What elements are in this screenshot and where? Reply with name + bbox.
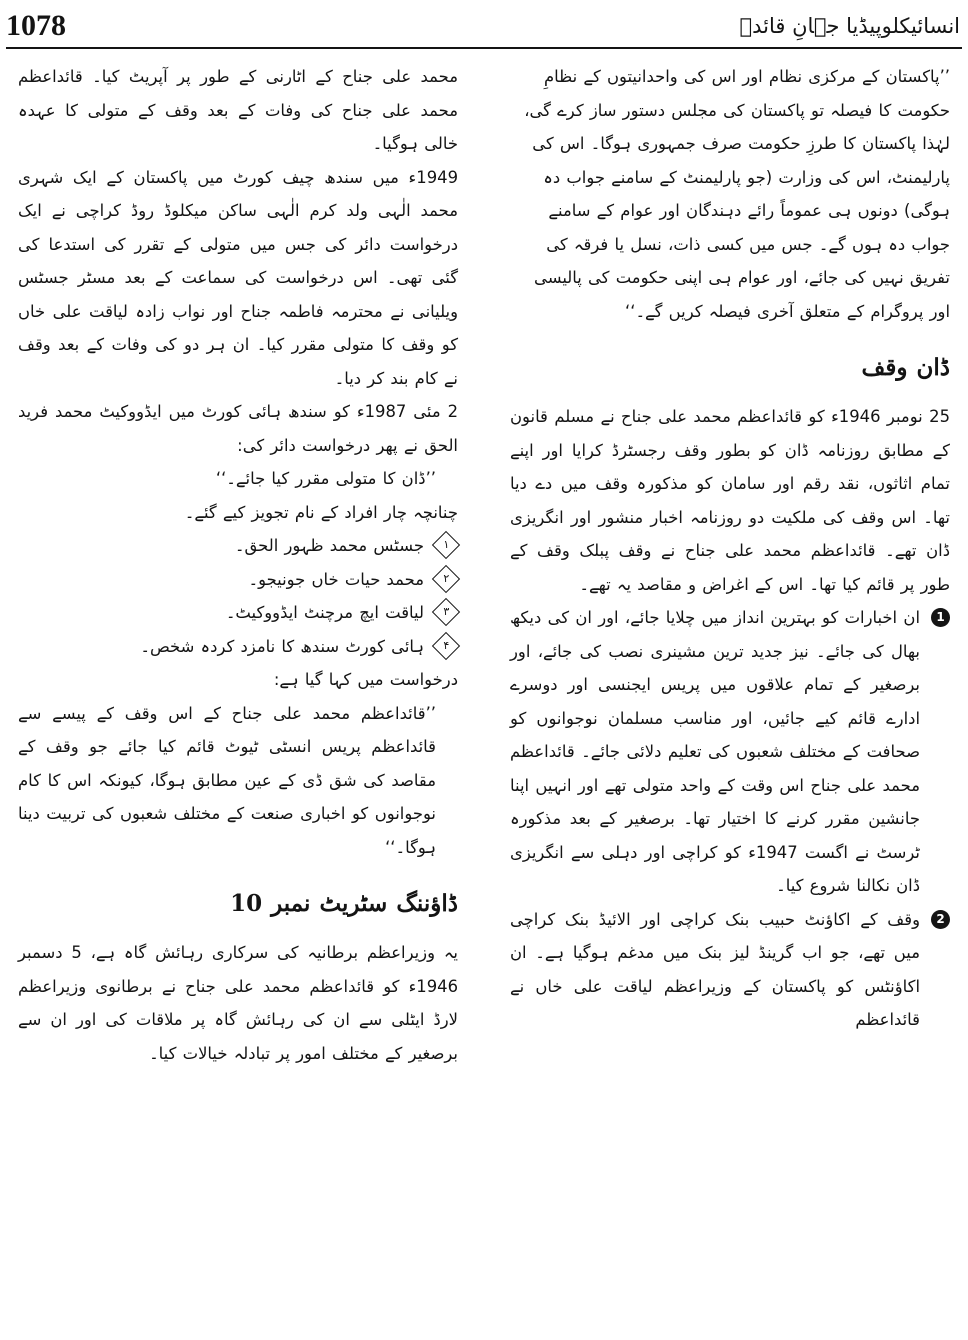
waqf-point-text: وقف کے اکاؤنٹ حبیب بنک کراچی اور الائیڈ بنک کراچی میں تھے، جو اب گرینڈ لیز بنک میں مدغم ہوگیا ہے۔ ان اکاؤنٹس کو پاکستان کے وزیراعظم لیاقت علی خاں نے قائداعظم: [510, 909, 920, 1029]
downing-street-paragraph: یہ وزیراعظم برطانیہ کی سرکاری رہائش گاہ ہے، 5 دسمبر 1946ء کو قائداعظم محمد علی جناح نے برطانوی وزیراعظم لارڈ ایٹلی سے ان کی رہائش گاہ پر ملاقات کی اور ان سے برصغیر کے مختلف امور پر تبادلہ خیالات کیا۔: [18, 943, 458, 1063]
nominee-text: لیاقت ایچ مرچنٹ ایڈووکیٹ۔: [225, 603, 424, 622]
nominee-text: ہائی کورٹ سندھ کا نامزد کردہ شخص۔: [140, 636, 424, 656]
nominee-item: [18, 563, 458, 597]
press-institute-quote: ’’قائداعظم محمد علی جناح کے اس وقف کے پیسے سے قائداعظم پریس انسٹی ٹیوٹ قائم کیا جائے جو وقف کے مقاصد کی شق ڈی کے عین مطابق ہوگا، کیونکہ اس کا کام نوجوانوں کو اخباری صنعت کے مختلف شعبوں کی تربیت دینا ہوگا۔‘‘: [18, 703, 436, 857]
header-rule: [6, 47, 962, 49]
section-heading-downing-street: ڈاؤننگ سٹریٹ نمبر 10: [230, 890, 458, 917]
diamond-number-icon: ۳: [432, 598, 460, 626]
running-title: انسائیکلوپیڈیا جہانِ قائدؒ: [739, 14, 960, 38]
waqf-point-2: [510, 903, 950, 1037]
nominee-item: [18, 529, 458, 563]
petition-1987-paragraph: 2 مئی 1987ء کو سندھ ہائی کورٹ میں ایڈووکیٹ محمد فرید الحق نے پھر درخواست دائر کی:: [18, 402, 458, 455]
petition-intro: درخواست میں کہا گیا ہے:: [273, 670, 458, 689]
section-heading-dawn-waqf: ڈان وقف: [861, 354, 950, 381]
number-badge-icon: 2: [931, 910, 950, 929]
nominee-item: [18, 630, 458, 664]
diamond-number-icon: ۱: [432, 531, 460, 559]
left-column: [18, 60, 458, 1070]
waqf-point-text: ان اخبارات کو بہترین انداز میں چلایا جائے، اور ان کی دیکھ بھال کی جائے۔ نیز جدید ترین مشینری نصب کی جائے، اور برصغیر کے تمام علاقوں میں پریس ایجنسی اور دوسرے ادارے قائم کیے جائیں، اور مناسب مسلمان نوجوانوں کو صحافت کے مختلف شعبوں کی تعلیم دلائی جائے۔ قائداعظم محمد علی جناح اس وقت کے واحد متولی تھے اور انہیں اپنا جانشین مقرر کرنے کا اختیار تھا۔ برصغیر کے بعد مذکورہ ٹرسٹ نے اگست 1947ء کو کراچی اور دہلی سے انگریزی ڈان نکالنا شروع کیا۔: [510, 608, 920, 895]
dawn-waqf-intro: 25 نومبر 1946ء کو قائداعظم محمد علی جناح نے مسلم قانون کے مطابق روزنامہ ڈان کو بطور وقف رجسٹرڈ کرایا اور اپنے تمام اثاثوں، نقد رقم اور سامان کو مذکورہ وقف میں دے دیا تھا۔ اس وقف کی ملکیت دو روزنامہ اخبار منشور اور انگریزی ڈان تھے۔ قائداعظم محمد علی جناح نے وقف پبلک وقف کے طور پر قائم کیا تھا۔ اس کے اغراض و مقاصد یہ تھے۔: [510, 407, 950, 594]
nominees-intro: چنانچہ چار افراد کے نام تجویز کیے گئے۔: [184, 502, 458, 522]
right-column: [510, 60, 950, 1037]
diamond-number-icon: ۴: [432, 631, 460, 659]
nominee-text: محمد حیات خاں جونیجو۔: [248, 569, 424, 589]
page-header: [6, 6, 962, 46]
nominee-text: جسٹس محمد ظہور الحق۔: [234, 536, 424, 555]
constitution-quote: ’’پاکستان کے مرکزی نظام اور اس کی واحدانیتوں کے نظامِ حکومت کا فیصلہ تو پاکستان کی مجلس دستور ساز کرے گی، لہٰذا پاکستان کا طرزِ حکومت صرف جمہوری ہوگا۔ اس کی پارلیمنٹ، اس کی وزارت (جو پارلیمنٹ کے سامنے جواب دہ ہوگی) دونوں ہی عموماً رائے دہندگان اور عوام کے سامنے جواب دہ ہوں گے۔ جس میں کسی ذات، نسل یا فرقہ کی تفریق نہیں کی جائے، اور عوام ہی اپنی حکومت کی پالیسی اور پروگرام کے متعلق آخری فیصلہ کریں گے۔‘‘: [524, 67, 950, 321]
court-1949-paragraph: 1949ء میں سندھ چیف کورٹ میں پاکستان کے ایک شہری محمد الٰہی ولد کرم الٰہی ساکن میکلوڈ روڈ کراچی نے ایک درخواست دائر کی جس میں متولی کے تقرر کی استدعا کی گئی تھی۔ اس درخواست کی سماعت کے بعد مسٹر جسٹس ویلیانی نے محترمہ فاطمہ جناح اور نواب زادہ لیاقت علی خاں کو وقف کا متولی مقرر کیا۔ ان ہر دو کی وفات کے بعد وقف نے کام بند کر دیا۔: [18, 167, 458, 388]
petition-quote: ’’ڈان کا متولی مقرر کیا جائے۔‘‘: [215, 469, 436, 488]
trustee-paragraph: محمد علی جناح کے اٹارنی کے طور پر آپریٹ کیا۔ قائداعظم محمد علی جناح کی وفات کے بعد وقف کے متولی کا عہدہ خالی ہوگیا۔: [18, 67, 458, 153]
waqf-point-1: [510, 601, 950, 903]
number-badge-icon: 1: [931, 608, 950, 627]
page-number: 1078: [6, 9, 66, 42]
nominee-item: [18, 596, 458, 630]
diamond-number-icon: ۲: [432, 564, 460, 592]
